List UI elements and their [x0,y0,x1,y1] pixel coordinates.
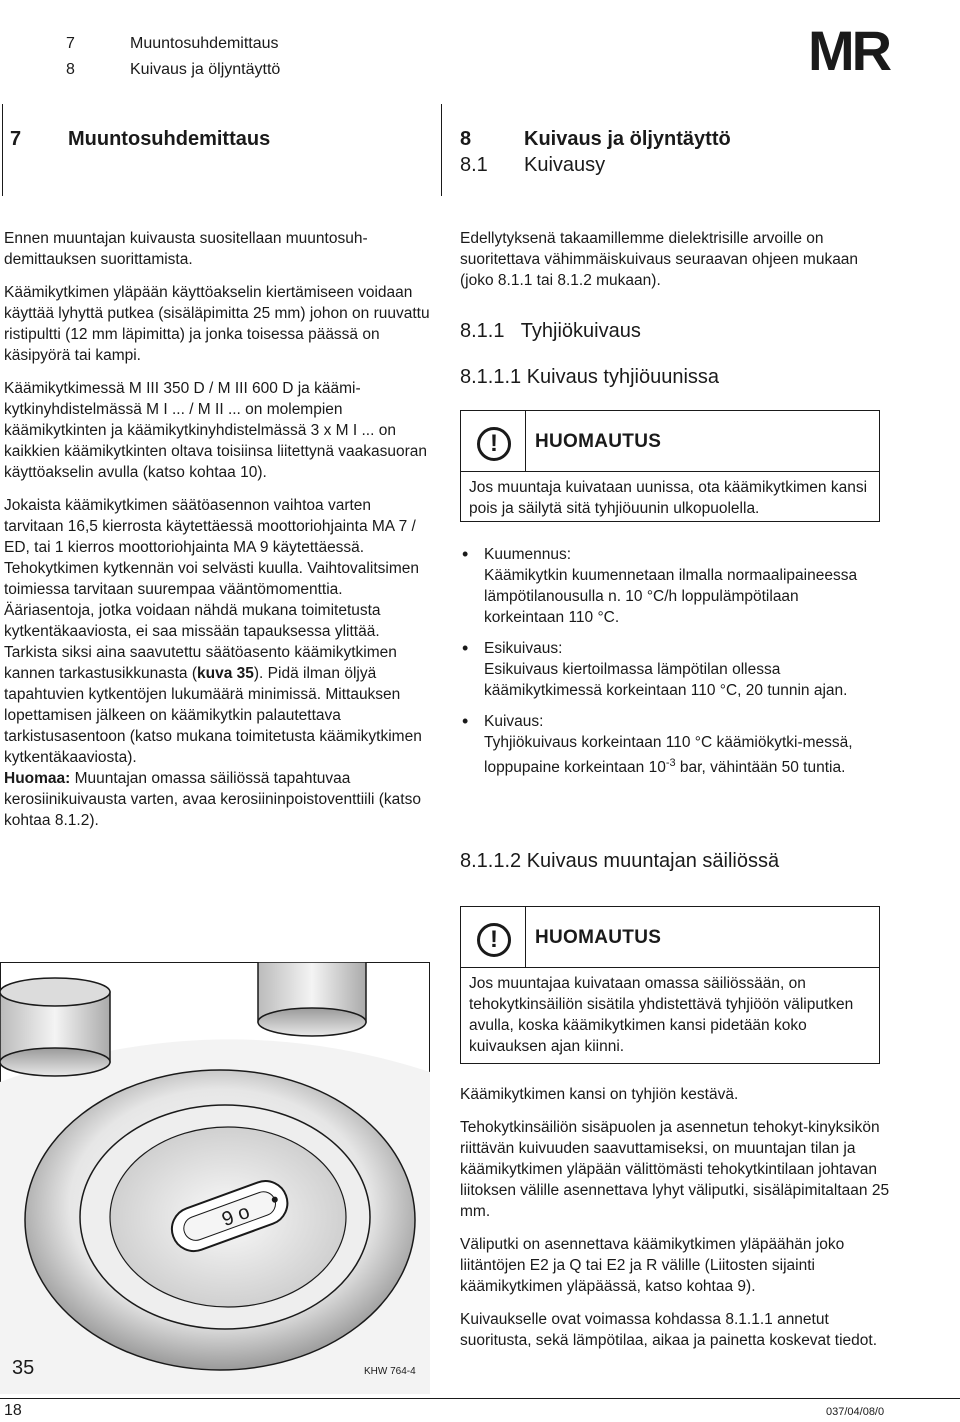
exponent: -3 [665,757,676,769]
position-digits: 9 o [219,1200,253,1232]
paragraph: Väliputki on asennettava käämikytkimen yläpäähän joko liitäntöjen E2 ja Q tai E2 ja R välille (Liitosten sijainti käämikytkimen yläpäässä, katso kohtaa 9). [460,1236,845,1295]
list-item-label: Esikuivaus: [484,640,563,657]
paragraph: Kuivaukselle ovat voimassa kohdassa 8.1.1.1 annetut suoritusta, sekä lämpötilaa, aikaa ja painetta koskevat tiedot. [460,1311,878,1349]
header-row-8 [66,56,466,84]
header-row-7 [66,30,466,58]
list-item-text: bar, vähintään 50 tuntia. [675,759,846,777]
notice-text: Jos muuntaja kuivataan uunissa, ota käämikytkimen kansi pois ja säilytä sitä tyhjiöuunin ulkopuolella. [469,479,868,517]
list-item [460,544,880,628]
heading-8-1-1-1: 8.1.1.1 Kuivaus tyhjiöuunissa [460,366,720,388]
paragraph: Käämikytkimessä M III 350 D / M III 600 D ja käämi-kytkinyhdistelmässä M I ... / M II ... on molempien käämikytkinten ja käämikytkinyhdistelmässä 3 x M I ... on kaikkien käämikytkinten oltava toisiinsa liitettynä vaakasuoran käyttöakselin avulla (katso kohtaa 10). [4,380,428,481]
left-vertical-rule [2,104,3,196]
paragraph: Tehokytkinsäiliön sisäpuolen ja asennetun tehokyt-kinyksikön riittävän kuivuuden saavuttamiseksi, on muuntajan tilan ja käämikytkimen yläpään välittömästi tehokytkintilaan johtavan liitoksen välille asennettava lyhyt väliputki, sisäläpimitaltaan 25 mm. [460,1119,890,1220]
header-title: Muuntosuhdemittaus [130,35,279,52]
paragraph: Ennen muuntajan kuivausta suositellaan muuntosuh-demittauksen suorittamista. [4,230,368,268]
warning-icon: ! [477,427,511,461]
list-item-label: Kuumennus: [484,546,572,563]
right-subsection-number: 8.1 [460,154,488,176]
paragraph: Käämikytkimen kansi on tyhjiön kestävä. [460,1086,739,1103]
heading-8-1-1-2: 8.1.1.2 Kuivaus muuntajan säiliössä [460,850,780,872]
right-section-title: Kuivaus ja öljyntäyttö [524,128,731,150]
right-section-number: 8 [460,128,472,150]
mr-logo: MR [808,19,890,82]
list-item-label: Kuivaus: [484,713,544,730]
drying-steps [460,544,880,788]
figure-reference: kuva 35 [197,665,254,682]
warning-icon: ! [477,923,511,957]
page-number: 18 [4,1402,22,1419]
document-code: 037/04/08/0 [826,1406,885,1418]
figure-code: KHW 764-4 [364,1366,416,1377]
right-paragraphs [460,1084,892,1363]
note-text: Muuntajan omassa säiliössä tapahtuvaa kerosiinikuivausta varten, avaa kerosiininpoistoventtiili (katso kohtaa 8.1.2). [4,770,421,829]
right-intro: Edellytyksenä takaamillemme dielektrisille arvoille on suoritettava vähimmäiskuivaus seuraavan ohjeen mukaan (joko 8.1.1 tai 8.1.2 mukaan). [460,230,859,289]
figure-35 [0,962,430,1394]
notice-text: Jos muuntajaa kuivataan omassa säiliössään, on tehokytkinsäiliön sisätila yhdistettävä tyhjiöön väliputken avulla, koska käämikytkimen kansi pidetään koko kuivauksen ajan kiinni. [469,975,854,1055]
footer-rule [0,1398,960,1399]
header-num: 8 [66,61,75,78]
notice-title: HUOMAUTUS [535,431,662,452]
list-item-text: Käämikytkin kuumennetaan ilmalla normaalipaineessa lämpötilanousulla n. 10 °C/h loppulämpötilaan korkeintaan 110 °C. [484,567,858,626]
bolt-left [0,978,110,1076]
left-section-number: 7 [10,128,22,150]
paragraph-text: Jokaista käämikytkimen säätöasennon vaihtoa varten tarvitaan 16,5 kierrosta käytettäessä moottoriohjainta MA 7 / ED, tai 1 kierros moottoriohjainta MA 9 käytettäessä. Tehokytkimen kytkennän voi selvästi kuulla. Vaihtovalitsimen toimiessa tarvitaan suurempaa vääntömomenttia. Ääriasentoja, jotka voidaan nähdä mukana toimitetusta kytkentäkaaviosta, ei saa missään tapauksessa ylittää. Tarkista siksi aina saavutettu säätöasento käämikytkimen kannen tarkastusikkunasta ( [4,497,419,682]
paragraph-text: ). Pidä ilman öljyä tapahtuvien kytkentöjen lukumäärä minimissä. Mittauksen lopettamisen jälkeen on käämikytkin palautettava tarkistusasentoon (katso mukana toimitetusta käämikytkimen kytkentäkaaviosta). [4,665,422,766]
notice-box-1 [460,410,880,522]
notice-title: HUOMAUTUS [535,927,662,948]
bolt-right [258,962,366,1036]
header-title: Kuivaus ja öljyntäyttö [130,61,281,78]
right-subsection-title: Kuivausy [524,154,606,176]
notice-divider-vertical [525,411,526,471]
list-item [460,638,880,701]
list-item-text: Tyhjiökuivaus korkeintaan 110 °C käämiökytki-messä, loppupaine korkeintaan 10 [484,734,853,777]
paragraph: Käämikytkimen yläpään käyttöakselin kiertämiseen voidaan käyttää lyhyttä putkea (sisäläpimitta 25 mm) johon on ruuvattu ristipultti (12 mm läpimitta) ja jonka toisessa päässä on käsipyörä tai kampi. [4,284,430,364]
figure-number: 35 [12,1357,35,1379]
middle-vertical-rule [441,104,442,196]
list-item-text: Esikuivaus kiertoilmassa lämpötilan ollessa käämikytkimessä korkeintaan 110 °C, 20 tunnin ajan. [484,661,848,699]
tap-changer-head-illustration [0,962,430,1394]
notice-divider [461,471,879,472]
left-column [4,228,430,831]
note-label: Huomaa: [4,770,71,787]
left-section-title: Muuntosuhdemittaus [68,128,271,150]
list-item [460,711,880,778]
heading-8-1-1: 8.1.1 Tyhjiökuivaus [460,320,641,342]
header-num: 7 [66,35,75,52]
paragraph [4,495,430,831]
notice-divider-vertical [525,907,526,967]
notice-divider [461,967,879,968]
notice-box-2 [460,906,880,1064]
